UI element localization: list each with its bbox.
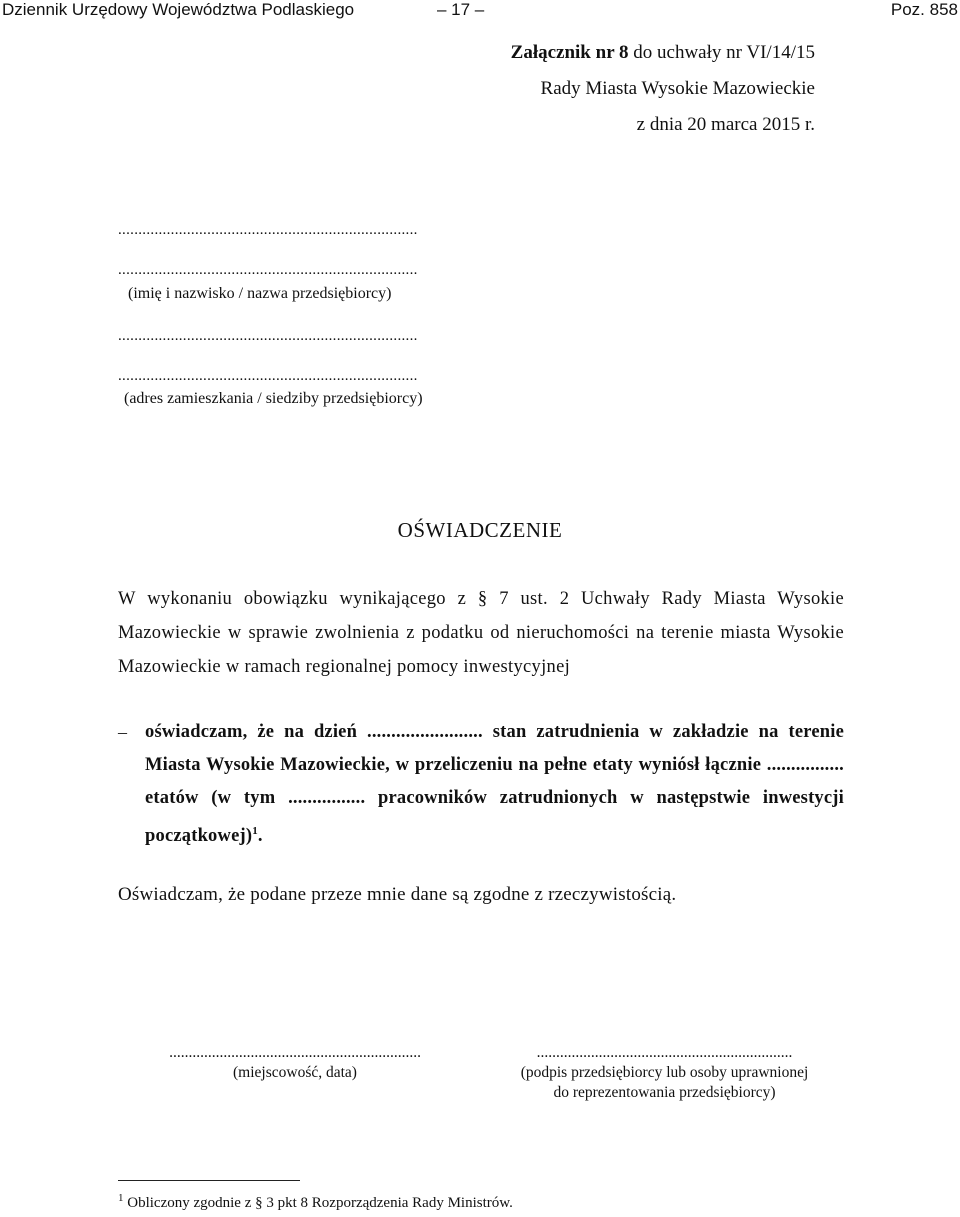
declaration-intro: W wykonaniu obowiązku wynikającego z § 7 ust. 2 Uchwały Rady Miasta Wysokie Mazowieckie w sprawie zwolnienia z podatku od nieruchomości na terenie miasta Wysokie Mazowieckie w ramach regionalnej pomocy inwestycyjnej xyxy=(118,589,844,677)
journal-name: Dziennik Urzędowy Województwa Podlaskiego xyxy=(2,0,355,19)
footnote-text: Obliczony zgodnie z § 3 pkt 8 Rozporządzenia Rady Ministrów. xyxy=(123,1195,513,1211)
annex-date: z dnia 20 marca 2015 r. xyxy=(636,114,815,135)
employment-statement xyxy=(145,716,844,853)
name-dotted-line-2: .......................................................................... xyxy=(118,262,418,278)
annex-council: Rady Miasta Wysokie Mazowieckie xyxy=(540,78,815,99)
footnote-divider xyxy=(118,1180,300,1181)
position-number: Poz. 858 xyxy=(890,0,958,19)
name-caption: (imię i nazwisko / nazwa przedsiębiorcy) xyxy=(128,285,392,302)
place-date-block xyxy=(135,1043,455,1083)
place-date-caption: (miejscowość, data) xyxy=(233,1064,357,1081)
employment-statement-text: oświadczam, że na dzień ........................ stan zatrudnienia w zakładzie na terenie Miasta Wysokie Mazowieckie, w przeliczeniu na pełne etaty wyniósł łącznie ................ etatów (w tym ................ pracowników zatrudnionych w następstwie inwestycji początkowej) xyxy=(145,722,844,847)
address-dotted-line-1: .......................................................................... xyxy=(118,328,418,344)
annex-number: Załącznik nr 8 xyxy=(510,42,629,63)
address-caption: (adres zamieszkania / siedziby przedsiębiorcy) xyxy=(124,390,423,407)
address-dotted-line-2: .......................................................................... xyxy=(118,368,418,384)
footnote-number: 1 xyxy=(118,1192,124,1204)
place-date-dotted-line: ................................................................. xyxy=(169,1044,421,1061)
employment-statement-end: . xyxy=(257,826,263,847)
signature-caption-2: do reprezentowania przedsiębiorcy) xyxy=(553,1084,776,1101)
page-number: – 17 – xyxy=(437,0,485,19)
name-dotted-line-1: .......................................................................... xyxy=(118,222,418,238)
signature-caption-1: (podpis przedsiębiorcy lub osoby uprawnionej xyxy=(520,1064,809,1081)
signature-block xyxy=(492,1043,837,1103)
signature-dotted-line: .................................................................. xyxy=(536,1044,793,1061)
annex-title xyxy=(511,42,815,64)
truth-statement: Oświadczam, że podane przeze mnie dane są zgodne z rzeczywistością. xyxy=(118,884,677,905)
footnote xyxy=(118,1192,513,1212)
declaration-title: OŚWIADCZENIE xyxy=(397,518,563,542)
annex-resolution: do uchwały nr VI/14/15 xyxy=(628,42,815,63)
list-dash: – xyxy=(118,722,127,742)
footnote-ref: 1 xyxy=(252,825,258,837)
